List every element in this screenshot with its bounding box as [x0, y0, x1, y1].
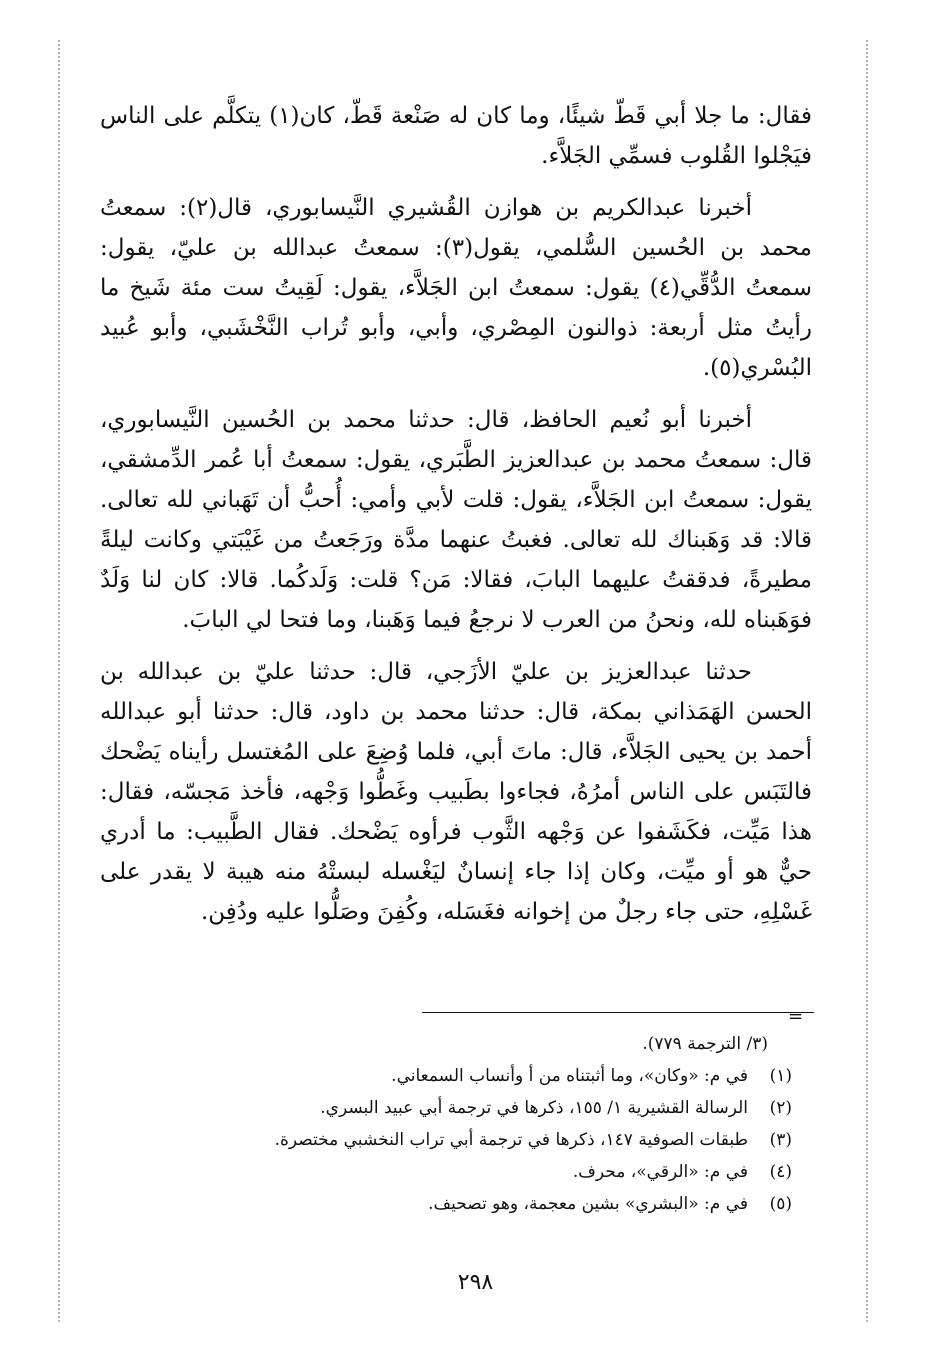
scan-margin-line-left: [58, 40, 60, 1322]
paragraph-3: أخبرنا أبو نُعيم الحافظ، قال: حدثنا محمد بن الحُسين النَّيسابوري، قال: سمعتُ محمد بن عبدالعزيز الطَّبَري، يقول: سمعتُ أبا عُمر الدِّمشقي، يقول: سمعتُ ابن الجَلاَّء، يقول: قلت لأبي وأمي: أُحبُّ أن تَهَباني لله تعالى. قالا: قد وَهَبناك لله تعالى. فغبتُ عنهما مدَّة ورَجَعتُ من غَيْبَتي وكانت ليلةً مطيرةً، فدققتُ عليهما البابَ، فقالا: مَن؟ قلت: وَلَدكُما. قالا: كان لنا وَلَدٌ فوَهَبناه لله، ونحنُ من العرب لا نرجعُ فيما وَهَبنا، وما فتحا لي البابَ.: [100, 407, 812, 633]
scan-margin-line-right: [866, 40, 868, 1322]
footnote-text: في م: «البشري» بشين معجمة، وهو تصحيف.: [428, 1194, 748, 1214]
footnote-text: طبقات الصوفية ١٤٧، ذكرها في ترجمة أبي تراب النخشبي مختصرة.: [274, 1130, 748, 1150]
footnote-continuation: (٣/ الترجمة ٧٧٩).: [642, 1034, 768, 1054]
footnotes: [200, 1028, 792, 1220]
paragraph-1: فقال: ما جلا أبي قَطّ شيئًا، وما كان له صَنْعة قَطّ، كان(١) يتكلَّم على الناس فيَجْلوا القُلوب فسمِّي الجَلاَّء.: [100, 103, 813, 169]
footnote-1: [200, 1060, 792, 1092]
footnote-continuation-marker: =: [788, 1006, 804, 1027]
footnote-4: [200, 1156, 792, 1188]
footnote-3: [200, 1124, 792, 1156]
footnote-text: الرسالة القشيرية ١/ ١٥٥، ذكرها في ترجمة أبي عبيد البسري.: [320, 1098, 748, 1118]
footnote-text: في م: «وكان»، وما أثبتناه من أ وأنساب السمعاني.: [391, 1066, 748, 1086]
footnote-number: (٢): [769, 1098, 792, 1118]
paragraph-2: أخبرنا عبدالكريم بن هوازن القُشيري النَّيسابوري، قال(٢): سمعتُ محمد بن الحُسين السُّلمي، يقول(٣): سمعتُ عبدالله بن عليّ، يقول: سمعتُ الدُّقِّي(٤) يقول: سمعتُ ابن الجَلاَّء، يقول: لَقِيتُ ست مئة شَيخ ما رأيتُ مثل أربعة: ذوالنون المِصْري، وأبي، وأبو تُراب النَّخْشَبي، وأبو عُبيد البُسْري(٥).: [100, 195, 812, 381]
main-text: [100, 96, 812, 932]
footnote-separator: [422, 1012, 814, 1013]
footnote-number: (٣): [769, 1130, 792, 1150]
footnote-5: [200, 1188, 792, 1220]
paragraph-4: حدثنا عبدالعزيز بن عليّ الأزَجي، قال: حدثنا عليّ بن عبدالله بن الحسن الهَمَذاني بمكة، قال: حدثنا محمد بن داود، قال: حدثنا أبو عبدالله أحمد بن يحيى الجَلاَّء، قال: ماتَ أبي، فلما وُضِعَ على المُغتسل رأيناه يَضْحك فالتَبَس على الناس أمرُهُ، فجاءوا بطَبيب وغَطُّوا وَجْهه، فأخذ مَجسّه، فقال: هذا مَيِّت، فكَشَفوا عن وَجْهه الثَّوب فرأوه يَضْحك. فقال الطَّبيب: ما أدري حيٌّ هو أو ميِّت، وكان إذا جاء إنسانٌ ليَغْسله لبستْهُ منه هيبة لا يقدر على غَسْلِهِ، حتى جاء رجلٌ من إخوانه فغَسَله، وكُفِنَ وصَلُّوا عليه ودُفِن.: [100, 659, 812, 925]
footnote-number: (٥): [769, 1194, 792, 1214]
page-number: ٢٩٨: [457, 1270, 494, 1295]
footnote-number: (٤): [769, 1162, 792, 1182]
footnote-text: في م: «الرقي»، محرف.: [572, 1162, 748, 1182]
footnote-2: [200, 1092, 792, 1124]
footnote-number: (١): [769, 1066, 792, 1086]
